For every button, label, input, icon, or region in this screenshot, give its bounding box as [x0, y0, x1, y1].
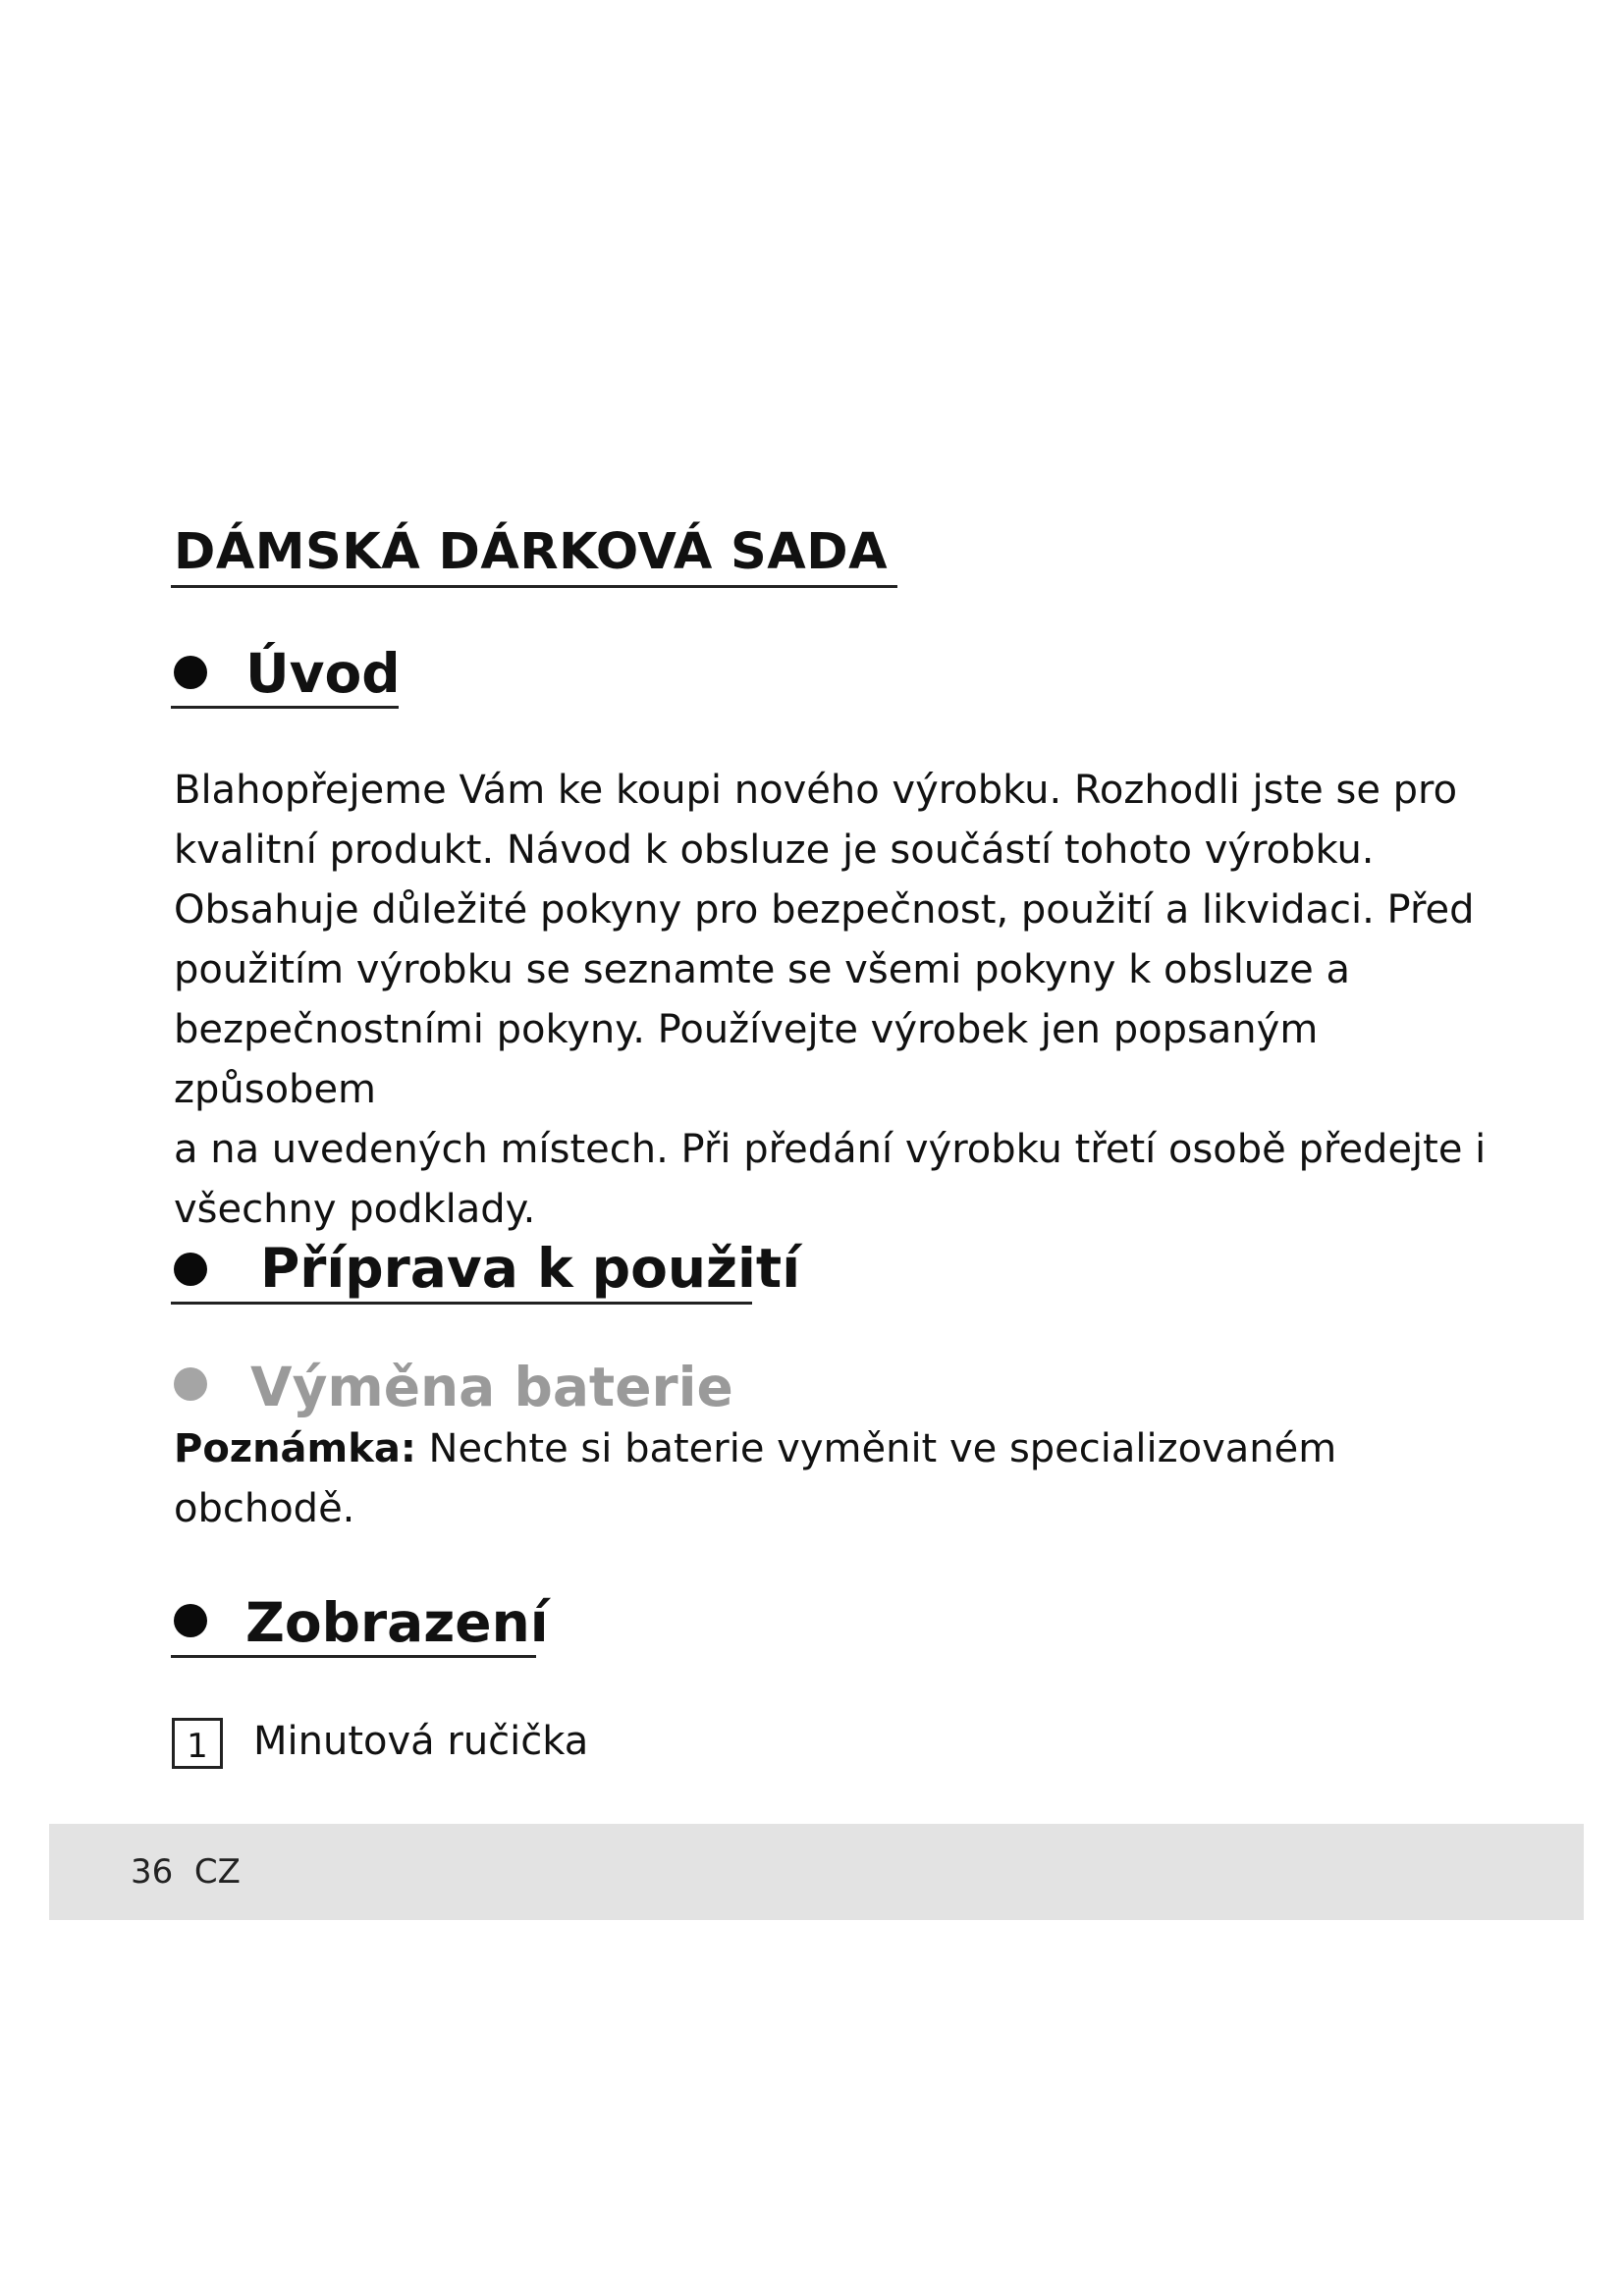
section-underline-zobrazeni [171, 1655, 536, 1658]
page-number: 36 [131, 1852, 174, 1892]
footer-page-label [131, 1824, 241, 1920]
subsection-heading-vymena: Výměna baterie [250, 1356, 733, 1418]
section-underline-priprava [171, 1302, 752, 1305]
title-underline [171, 585, 897, 588]
section-heading-priprava: Příprava k použití [260, 1237, 801, 1300]
legend-item-label: Minutová ručička [253, 1719, 589, 1764]
intro-paragraph: Blahopřejeme Vám ke koupi nového výrobku. Rozhodli jste se pro kvalitní produkt. Návod k obsluze je součástí tohoto výrobku. Obsahuje důležité pokyny pro bezpečnost, použití a likvidaci. Před použitím výrobku se seznamte se všemi pokyny k obsluze a bezpečnostními pokyny. Používejte výrobek jen popsaným způsobem a na uvedených místech. Při předání výrobku třetí osobě předejte i všechny podklady. [174, 768, 1487, 1232]
note-label: Poznámka: [174, 1426, 416, 1471]
section-bullet-zobrazeni [174, 1604, 207, 1637]
section-heading-uvod: Úvod [245, 642, 401, 705]
subsection-bullet-vymena [174, 1367, 207, 1401]
section-bullet-priprava [174, 1253, 207, 1286]
battery-note [174, 1419, 1489, 1539]
language-code: CZ [193, 1852, 241, 1892]
legend-item-number: 1 [172, 1718, 223, 1769]
page-footer [49, 1824, 1584, 1920]
section-bullet-uvod [174, 656, 207, 689]
note-text: Nechte si baterie vyměnit ve specializovaném obchodě. [174, 1426, 1337, 1531]
section-heading-zobrazeni: Zobrazení [245, 1591, 549, 1654]
section-underline-uvod [171, 706, 399, 709]
document-title: DÁMSKÁ DÁRKOVÁ SADA [174, 523, 889, 581]
